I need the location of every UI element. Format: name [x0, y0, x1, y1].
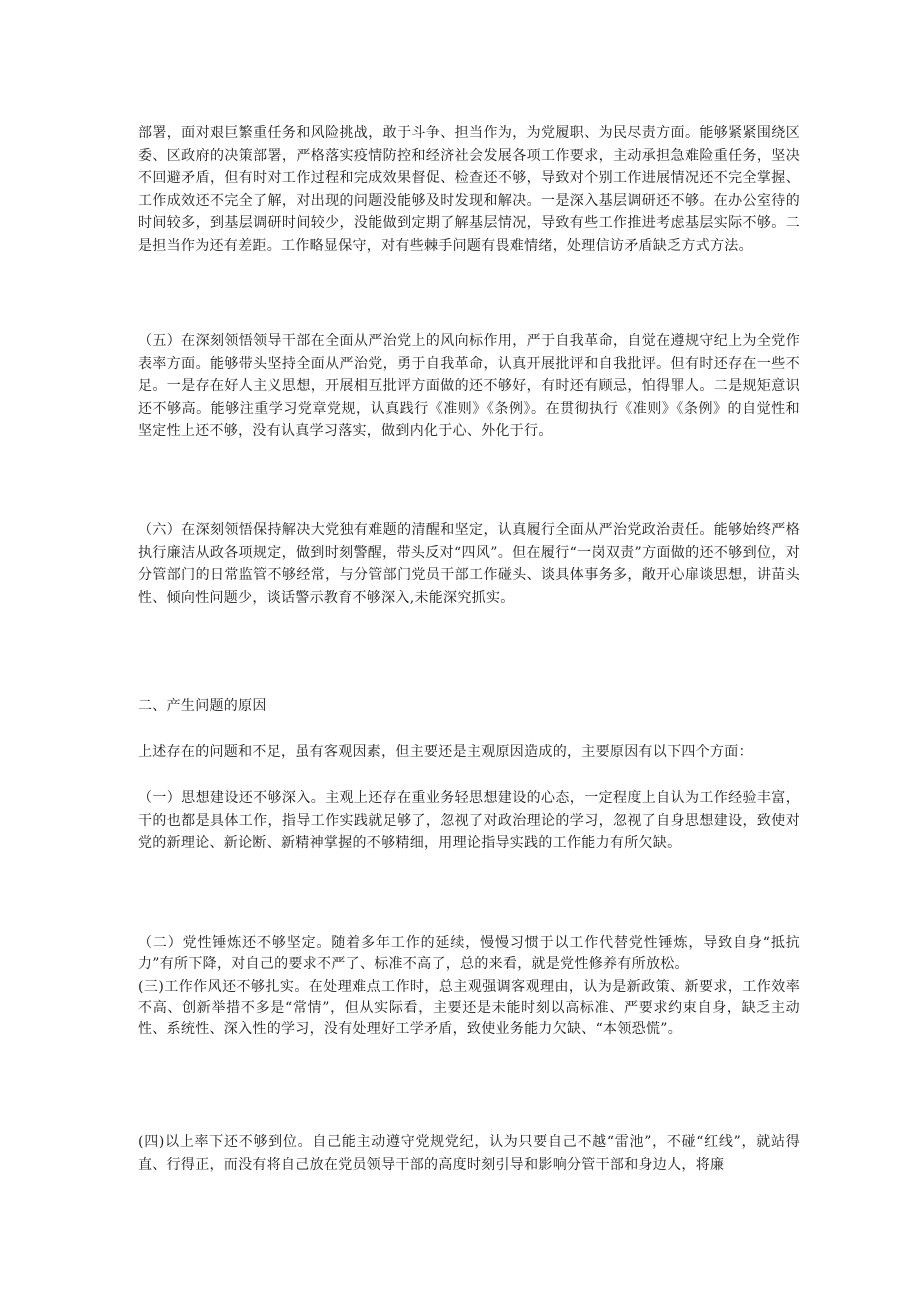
paragraph-reason-one: （一）思想建设还不够深入。主观上还存在重业务轻思想建设的心态，一定程度上自认为工作经验丰富，干的也都是具体工作，指导工作实践就足够了，忽视了对政治理论的学习，忽视了自身思想建设，致使对党的新理论、新论断、新精神掌握的不够精细，用理论指导实践的工作能力有所欠缺。 — [138, 790, 800, 851]
paragraph-item-five: （五）在深刻领悟领导干部在全面从严治党上的风向标作用，严于自我革命，自觉在遵规守纪上为全党作表率方面。能够带头坚持全面从严治党，勇于自我革命，认真开展批评和自我批评。但有时还存在一些不足。一是存在好人主义思想，开展相互批评方面做的还不够好，有时还有顾忌，怕得罪人。二是规矩意识还不够高。能够注重学习党章党规，认真践行《准则》《条例》。在贯彻执行《准则》《条例》的自觉性和坚定性上还不够，没有认真学习落实，做到内化于心、外化于行。 — [138, 333, 800, 439]
paragraph-reason-two: （二）党性锤炼还不够坚定。随着多年工作的延续，慢慢习惯于以工作代替党性锤炼，导致自身“抵抗力”有所下降，对自己的要求不严了、标准不高了，总的来看，就是党性修养有所放松。 — [138, 935, 800, 972]
paragraph-causes-intro: 上述存在的问题和不足，虽有客观因素，但主要还是主观原因造成的，主要原因有以下四个方面： — [138, 744, 753, 760]
paragraph-reason-three: (三)工作作风还不够扎实。在处理难点工作时，总主观强调客观理由，认为是新政策、新要求，工作效率不高、创新举措不多是“常情”，但从实际看，主要还是未能时刻以高标准、严要求约束自身，缺乏主动性、系统性、深入性的学习，没有处理好工学矛盾，致使业务能力欠缺、“本领恐慌”。 — [138, 979, 800, 1037]
section-heading-causes: 二、产生问题的原因 — [138, 698, 267, 714]
paragraph-item-six: （六）在深刻领悟保持解决大党独有难题的清醒和坚定，认真履行全面从严治党政治责任。能够始终严格执行廉洁从政各项规定，做到时刻警醒，带头反对“四风”。但在履行“一岗双责”方面做的还不够到位，对分管部门的日常监管不够经常，与分管部门党员干部工作碰头、谈具体事务多，敞开心扉谈思想，讲苗头性、倾向性问题少，谈话警示教育不够深入,未能深究抓实。 — [138, 522, 800, 606]
paragraph-reason-four: (四)以上率下还不够到位。自己能主动遵守党规党纪，认为只要自己不越“雷池”，不碰“红线”，就站得直、行得正，而没有将自己放在党员领导干部的高度时刻引导和影响分管干部和身边人，将廉 — [138, 1134, 800, 1173]
paragraph-continued: 部署，面对艰巨繁重任务和风险挑战，敢于斗争、担当作为，为党履职、为民尽责方面。能够紧紧围绕区委、区政府的决策部署，严格落实疫情防控和经济社会发展各项工作要求，主动承担急难险重任务，坚决不回避矛盾，但有时对工作过程和完成效果督促、检查还不够，导致对个别工作进展情况还不完全掌握、工作成效还不完全了解，对出现的问题没能够及时发现和解决。一是深入基层调研还不够。在办公室待的时间较多，到基层调研时间较少，没能做到定期了解基层情况，导致有些工作推进考虑基层实际不够。二是担当作为还有差距。工作略显保守，对有些棘手问题有畏难情绪，处理信访矛盾缺乏方式方法。 — [138, 125, 800, 254]
